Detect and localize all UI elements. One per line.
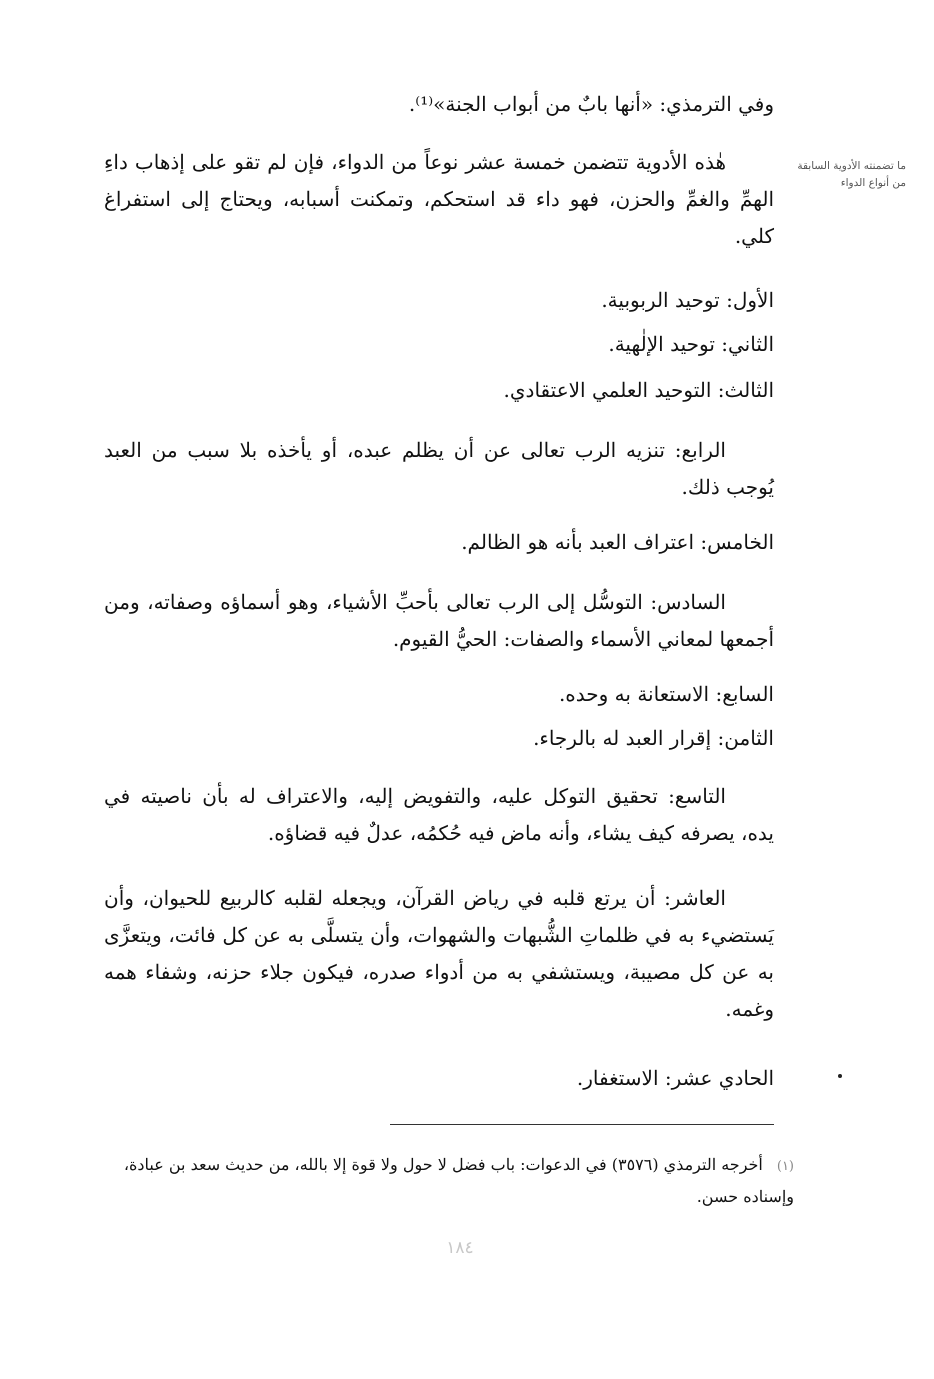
list-item-1: الأول: توحيد الربوبية. — [601, 288, 774, 312]
intro-paragraph: هٰذه الأدوية تتضمن خمسة عشر نوعاً من الدواء، فإن لم تقو على إذهاب داءِ الهمِّ والغمِّ والحزن، فهو داء قد استحكم، وتمكنت أسبابه، ويحتاج إلى استفراغ كلي. — [104, 150, 774, 248]
list-item-5: الخامس: اعتراف العبد بأنه هو الظالم. — [461, 530, 774, 554]
list-item-6: السادس: التوسُّل إلى الرب تعالى بأحبِّ الأشياء، وهو أسماؤه وصفاته، ومن أجمعها لمعاني الأسماء والصفات: الحيُّ القيوم. — [104, 590, 774, 651]
list-item-10: العاشر: أن يرتع قلبه في رياض القرآن، ويجعله لقلبه كالربيع للحيوان، وأن يَستضيء به في ظلماتِ الشُّبهات والشهوات، وأن يتسلَّى به عن كل فائت، ويتعزَّى به عن كل مصيبة، ويستشفي به من أدواء صدره، فيكون جلاء حزنه، وشفاء همه وغمه. — [104, 886, 774, 1021]
page-number: ١٨٤ — [446, 1238, 474, 1258]
list-item-2: الثاني: توحيد الإلٰهية. — [608, 332, 774, 356]
list-item-3: الثالث: التوحيد العلمي الاعتقادي. — [503, 378, 774, 402]
list-item-8: الثامن: إقرار العبد له بالرجاء. — [533, 726, 774, 750]
intro-line: وفي الترمذي: «أنها بابٌ من أبواب الجنة»⁽¹⁾. — [408, 92, 774, 116]
footnote-text: أخرجه الترمذي (٣٥٧٦) في الدعوات: باب فضل لا حول ولا قوة إلا بالله، من حديث سعد بن عبادة، وإسناده حسن. — [123, 1155, 794, 1206]
footnote — [104, 1150, 794, 1212]
margin-note: ما تضمنته الأدوية السابقة من أنواع الدواء — [797, 160, 906, 189]
list-item-7: السابع: الاستعانة به وحده. — [558, 682, 774, 706]
list-item-9: التاسع: تحقيق التوكل عليه، والتفويض إليه، والاعتراف له بأن ناصيته في يده، يصرفه كيف يشاء، وأنه ماض فيه حُكمُه، عدلٌ فيه قضاؤه. — [104, 784, 774, 845]
list-item-4: الرابع: تنزيه الرب تعالى عن أن يظلم عبده، أو يأخذه بلا سبب من العبد يُوجب ذلك. — [104, 438, 774, 499]
margin-dot — [838, 1074, 842, 1078]
footnote-divider — [390, 1124, 774, 1125]
list-item-11: الحادي عشر: الاستغفار. — [576, 1066, 774, 1090]
footnote-marker: (١) — [776, 1159, 794, 1174]
